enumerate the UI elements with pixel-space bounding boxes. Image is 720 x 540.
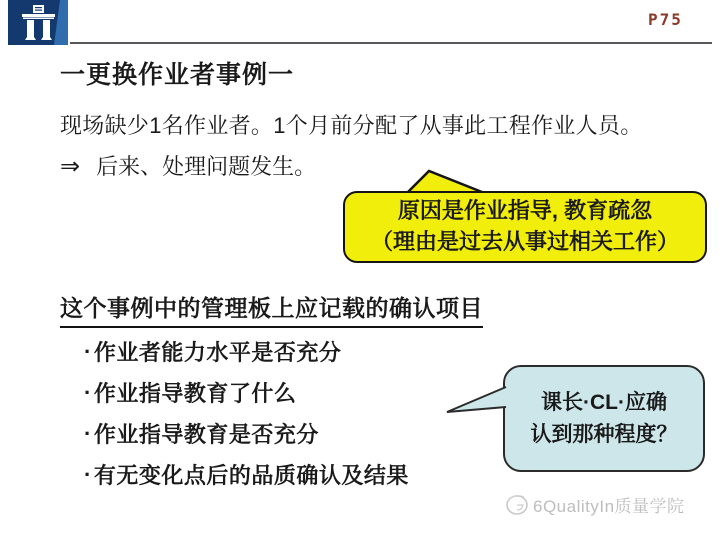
yellow-callout-line1: 原因是作业指导, 教育疏忽 bbox=[397, 198, 653, 224]
bullet-dot-icon: · bbox=[84, 461, 92, 487]
slide-title: 一更换作业者事例一 bbox=[60, 61, 295, 89]
checklist-heading: 这个事例中的管理板上应记载的确认项目 bbox=[60, 290, 483, 328]
header-divider bbox=[70, 42, 712, 44]
checklist-item bbox=[84, 331, 409, 372]
gate-pillars-logo-icon bbox=[8, 0, 68, 45]
checklist-item-label: 作业指导教育是否充分 bbox=[93, 422, 319, 447]
checklist-item-label: 作业者能力水平是否充分 bbox=[93, 340, 342, 365]
body-text-line1: 现场缺少1名作业者。1个月前分配了从事此工程作业人员。 bbox=[60, 113, 643, 138]
cyan-callout bbox=[503, 365, 705, 472]
yellow-callout bbox=[343, 191, 707, 263]
yellow-callout-line2: （理由是过去从事过相关工作） bbox=[370, 229, 679, 254]
bullet-dot-icon: · bbox=[84, 379, 92, 405]
body-text-line2-label: 后来、处理问题发生。 bbox=[96, 154, 317, 179]
bullet-dot-icon: · bbox=[84, 338, 92, 364]
cyan-callout-line1: 课长·CL·应确 bbox=[541, 391, 667, 414]
page-number: P75 bbox=[648, 10, 683, 29]
watermark-logo-icon bbox=[504, 491, 530, 517]
bullet-dot-icon: · bbox=[84, 420, 92, 446]
cyan-callout-tail bbox=[444, 381, 508, 419]
company-logo bbox=[8, 0, 68, 45]
body-text-line2 bbox=[60, 150, 316, 181]
checklist-item-label: 作业指导教育了什么 bbox=[93, 381, 297, 406]
watermark bbox=[504, 491, 685, 517]
checklist-item-label: 有无变化点后的品质确认及结果 bbox=[93, 463, 409, 488]
checklist-item bbox=[84, 372, 409, 413]
checklist-item bbox=[84, 454, 409, 495]
cyan-callout-line2: 认到那种程度？ bbox=[530, 422, 678, 446]
checklist bbox=[84, 331, 409, 495]
watermark-text: 6QualityIn质量学院 bbox=[533, 496, 685, 516]
checklist-item bbox=[84, 413, 409, 454]
double-arrow-icon: ⇒ bbox=[60, 153, 81, 180]
